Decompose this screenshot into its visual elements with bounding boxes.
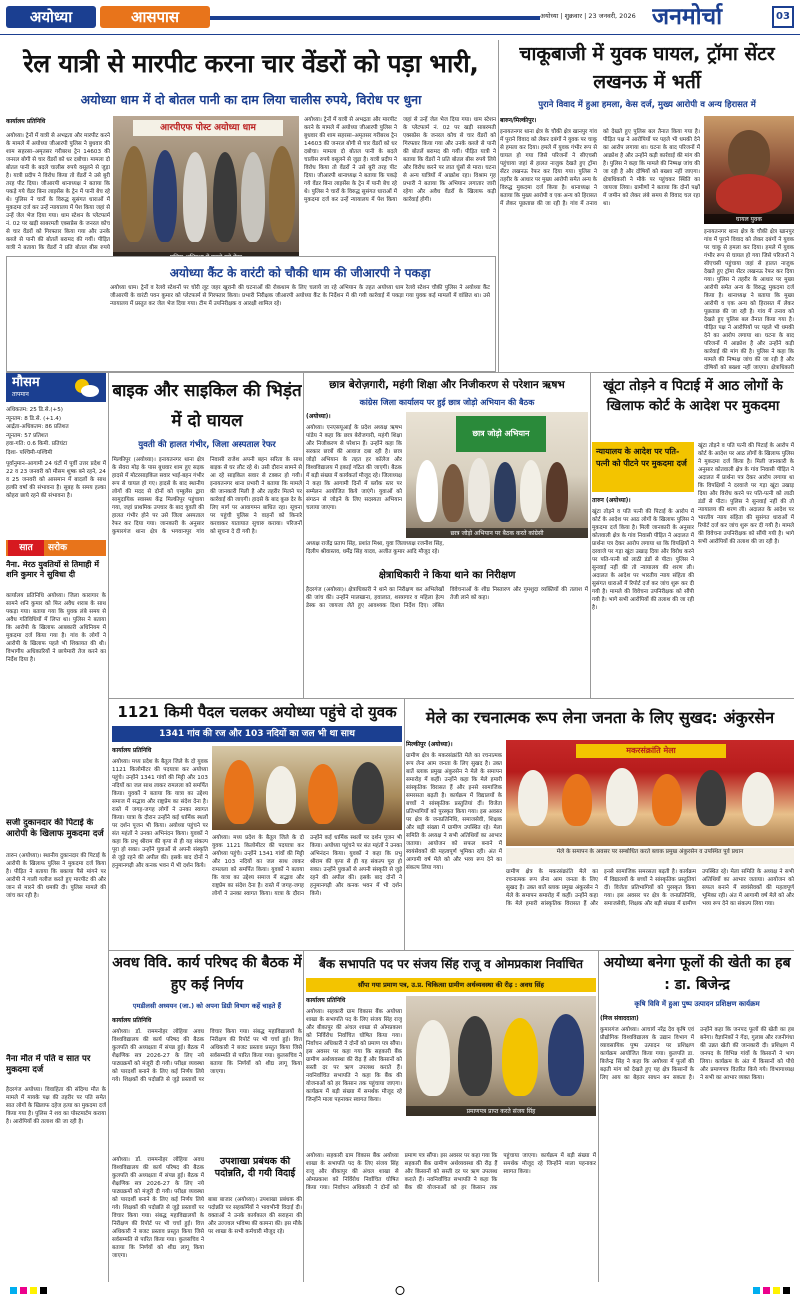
a4-photo-caption: छात्र जोड़ो अभियान पर बैठक करते कांग्रेसी — [406, 528, 588, 538]
weather-wind-speed: हवा-गति: 0.6 किमी. प्रतिघंटा — [6, 441, 68, 447]
a2-subheadline: पुराने विवाद में हुआ हमला, केस दर्ज, मुख्य आरोपी व अन्य हिरासत में — [538, 100, 756, 110]
a1-headline: रेल यात्री से मारपीट करना चार वेंडरों को पड़ा भारी, — [23, 49, 479, 78]
a7-headline: मेले का रचनात्मक रूप लेना जनता के लिए सुखद: अंकुरसेन — [425, 708, 775, 727]
a4-photo — [406, 412, 588, 538]
sidebar-label-1: सात — [8, 540, 44, 556]
masthead-subsection-tab: आसपास — [100, 6, 210, 28]
a1-box-title: अयोध्या कैंट के वारंटी को चौकी धाम की जीआरपी ने पकड़ा — [169, 266, 431, 280]
weather-humidity-min: न्यूनतम: 57 प्रतिशत — [6, 432, 48, 439]
registration-strip — [0, 1282, 800, 1295]
a2-headline: चाकूबाजी में युवक घायल, ट्रॉमा सेंटर लखनऊ में भर्ती — [519, 43, 775, 93]
a4-byline: (अयोध्या)। — [306, 413, 331, 420]
a9-subheadline: सौंपा गया प्रमाण पत्र, उ.प्र. चिकित्सा ग्रामीण अर्थव्यवस्था की रीढ़ : अवध सिंह — [306, 978, 596, 992]
a4-attendees: अध्यक्ष राजेंद्र प्रताप सिंह, प्रशांत मिश्रा, युवा जिलाध्यक्ष रजनीश सिंह, दिलीप श्रीवास्तव, धर्मेंद्र सिंह यादव, अजीत कुमार आदि मौजूद रहे। — [306, 541, 444, 555]
a6-byline: कार्यालय प्रतिनिधि — [112, 747, 152, 754]
a9-photo-caption: प्रमाणपत्र प्राप्त करते संजय सिंह — [406, 1106, 596, 1116]
a1-photo — [113, 116, 299, 262]
a6-body-right: अयोध्या। मध्य प्रदेश के बैतूल जिले के दो युवक 1121 किलोमीटर की पदयात्रा कर अयोध्या पहुंचे। उन्होंने 1341 गांवों की मिट्टी और 103 नदियों का जल साथ लाकर रामलला को समर्पित किया। युवकों ने बताया कि यात्रा का उद्देश्य समाज में सद्भाव और राष्ट्रप्रेम का संदेश देना है। रास्ते में जगह-जगह लोगों ने उनका स्वागत किया। यात्रा के दौरान उन्होंने कई धार्मिक स्थलों पर दर्शन पूजन भी किया। अयोध्या पहुंचने पर संत महंतों ने उनका अभिनंदन किया। युवकों ने कहा कि प्रभु श्रीराम की कृपा से ही यह संकल्प पूरा हो सका। उन्होंने युवाओं से अपनी संस्कृति से जुड़े रहने की अपील की। इसके बाद दोनों ने हनुमानगढ़ी और कनक भवन में भी दर्शन किये। — [212, 835, 402, 897]
a2-photo-caption: घायल युवक — [704, 214, 794, 224]
a5-body-left: खूंटा तोड़ने व पति पत्नी की पिटाई के आरोप में कोर्ट के आदेश पर आठ लोगों के खिलाफ पुलिस ने मुकदमा दर्ज किया है। मिली जानकारी के अनुसार कोतवाली क्षेत्र के गांव निवासी पीड़ित ने अदालत में प्रार्थना पत्र देकर आरोप लगाया था कि विपक्षियों ने दरवाजे पर गड़ा खूंटा उखाड़ दिया और विरोध करने पर पति-पत्नी को लाठी डंडों से पीटा। पुलिस ने सुनवाई नहीं की तो न्यायालय की शरण ली। अदालत के आदेश पर भारतीय न्याय संहिता की सुसंगत धाराओं में रिपोर्ट दर्ज कर जांच शुरू कर दी गयी है। मामले की विवेचना उपनिरीक्षक को सौंपी गयी है। भागे सभी आरोपियों की तलाश की जा रही है। — [592, 509, 694, 611]
sidebar-b1: कार्यालय प्रतिनिधि अयोध्या। जिला कारागार के सामने शनि कुमार को फिर अवैध शराब के साथ पकड़ा गया। बताया गया कि युवक लंबे समय से अवैध गतिविधियों में लिप्त था। पुलिस ने बताया कि आरोपी के खिलाफ आबकारी अधिनियम में मुकदमा दर्ज किया गया है। गांव के लोगों ने आरोपी के खिलाफ पहले भी शिकायत की थी। विभागीय अधिकारियों ने छापेमारी तेज करने का निर्देश दिया है। — [6, 593, 106, 663]
masthead-dateline: अयोध्या | शुक्रवार | 23 जनवरी, 2026 — [540, 12, 636, 20]
a2-body-right: इनायतनगर थाना क्षेत्र के चौकी क्षेत्र खानपुर गांव में पुराने विवाद को लेकर दबंगों ने युवक पर चाकू से हमला कर दिया। हमले में युवक गंभीर रूप से घायल हो गया जिसे परिजनों ने सीएचसी पहुंचाया जहां से हालत नाजुक देखते हुए ट्रॉमा सेंटर लखनऊ रेफर कर दिया गया। पुलिस ने तहरीर के आधार पर मुख्य आरोपी समेत अन्य के विरुद्ध मुकदमा दर्ज किया है। थानाध्यक्ष ने बताया कि मुख्य आरोपी व एक अन्य को हिरासत में लेकर पूछताछ की जा रही है। गांव में तनाव को देखते हुए पुलिस बल तैनात किया गया है। पीड़ित पक्ष ने आरोपियों पर पहले भी धमकी देने का आरोप लगाया था। घटना के बाद परिजनों में आक्रोश है और उन्होंने कड़ी कार्रवाई की मांग की है। पुलिस ने कहा कि मामले की निष्पक्ष जांच की जा रही है और दोषियों को बख्शा नहीं जाएगा। क्षेत्राधिकारी — [704, 229, 794, 371]
weather-sublabel: तापमान — [12, 391, 29, 398]
a9-headline: बैंक सभापति पद पर संजय सिंह राजू व ओमप्रकाश निर्वाचित — [318, 957, 584, 971]
a4-headline: छात्र बेरोज़गारी, महंगी शिक्षा और निजीकरण से परेशान ऋषभ — [329, 379, 565, 391]
weather-wind-direction: दिशा- पश्चिमी-पश्चिमी — [6, 449, 53, 456]
sidebar-h2: सजी दुकानदार की पिटाई के आरोपी के खिलाफ मुकदमा दर्ज — [6, 818, 104, 839]
weather-max: अधिकतम: 25 डि.से.(+5) — [6, 407, 63, 413]
a5-body-right: खूंटा तोड़ने व पति पत्नी की पिटाई के आरोप में कोर्ट के आदेश पर आठ लोगों के खिलाफ पुलिस ने मुकदमा दर्ज किया है। मिली जानकारी के अनुसार कोतवाली क्षेत्र के गांव निवासी पीड़ित ने अदालत में प्रार्थना पत्र देकर आरोप लगाया था कि विपक्षियों ने दरवाजे पर गड़ा खूंटा उखाड़ दिया और विरोध करने पर पति-पत्नी को लाठी डंडों से पीटा। पुलिस ने सुनवाई नहीं की तो न्यायालय की शरण ली। अदालत के आदेश पर भारतीय न्याय संहिता की सुसंगत धाराओं में रिपोर्ट दर्ज कर जांच शुरू कर दी गयी है। मामले की विवेचना उपनिरीक्षक को सौंपी गयी है। भागे सभी आरोपियों की तलाश की जा रही है। — [698, 443, 794, 545]
a5-byline: तारुन (अयोध्या)। — [592, 497, 631, 504]
a4-body: अयोध्या। एनएसयूआई के प्रदेश अध्यक्ष ऋषभ पांडेय ने कहा कि छात्र बेरोजगारी, महंगी शिक्षा और निजीकरण से परेशान हैं। उन्होंने कहा कि सरकार छात्रों की आवाज दबा रही है। छात्र जोड़ो अभियान के तहत हर कॉलेज और विश्वविद्यालय में इकाई गठित की जाएगी। बैठक में बड़ी संख्या में कार्यकर्ता मौजूद रहे। जिलाध्यक्ष ने कहा कि आगामी दिनों में ब्लॉक स्तर पर सम्मेलन आयोजित किये जाएंगे। युवाओं को संगठन से जोड़ने के लिए सदस्यता अभियान चलाया जाएगा। — [306, 425, 402, 511]
a8-headline: अवध विवि. कार्य परिषद की बैठक में हुए कई निर्णय — [112, 955, 302, 993]
a6-headline: 1121 किमी पैदल चलकर अयोध्या पहुंचे दो युवक — [117, 703, 397, 721]
a4-photo-banner: छात्र जोड़ो अभियान — [456, 416, 546, 452]
a1-body-right: अयोध्या। ट्रेनों में यात्री से अभद्रता और मारपीट करने के मामले में अयोध्या जीआरपी पुलिस ने बुधवार की शाम सहरसा–अमृतसर गरीबरथ ट्रेन 14603 की जनरल बोगी से चार वेंडरों को धर दबोचा। मामला दो बोतल पानी के बदले चालीस रुपये वसूलने से जुड़ा है। यात्री प्रदीप ने विरोध किया तो वेंडरों ने उसे बुरी तरह पीट दिया। जीआरपी थानाध्यक्ष ने बताया कि पकड़े गये वेंडर बिना लाइसेंस के ट्रेन में पानी बेच रहे थे। पुलिस ने चारों के विरुद्ध सुसंगत धाराओं में मुकदमा दर्ज कर उन्हें न्यायालय में पेश किया जहां से उन्हें जेल भेज दिया गया। धाम स्टेशन के प्लेटफार्म नं. 02 पर खड़ी साबरमती एक्सप्रेस के जनरल कोच से चार वेंडरों को गिरफ्तार किया गया और उनके कब्जे से पानी की बोतलें बरामद की गयीं। पीड़ित यात्री ने बताया कि वेंडरों ने प्रति बोतल बीस रुपये लिये और विरोध करने पर लात घूंसों से मारा। घटना से अन्य यात्रियों में आक्रोश रहा। विश्राम गृह प्रभारी ने बताया कि अभियान लगातार जारी रहेगा और अवैध वेंडरों के खिलाफ कड़ी कार्रवाई होगी। — [304, 117, 496, 203]
masthead-section-tab: अयोध्या — [6, 6, 96, 28]
a8-body-2: बाबा बाजार (अयोध्या)। उपशाखा प्रबंधक की पदोन्नति पर सहकर्मियों ने भावभीनी विदाई दी। वक्ताओं ने उनके कार्यकाल की सराहना की और उज्ज्वल भविष्य की कामना की। इस मौके पर शाखा के सभी कर्मचारी मौजूद रहे। — [208, 1197, 302, 1235]
a6-photo — [212, 746, 402, 830]
weather-icon — [72, 376, 100, 398]
masthead-page-number: 03 — [772, 6, 794, 28]
a7-photo — [506, 740, 794, 846]
a5-headline: खूंटा तोड़ने व पिटाई में आठ लोगों के खिलाफ कोर्ट के आदेश पर मुकदमा — [603, 378, 783, 414]
a7-byline: मिल्कीपुर (अयोध्या)। — [406, 741, 453, 748]
a1-byline: कार्यालय प्रतिनिधि — [6, 118, 46, 125]
a10-body: कुमारगंज अयोध्या। आचार्य नरेंद्र देव कृषि एवं प्रौद्योगिक विश्वविद्यालय के उद्यान विभाग में व्यावसायिक पुष्प उत्पादन पर प्रशिक्षण कार्यक्रम आयोजित किया गया। कुलपति डा. बिजेन्द्र सिंह ने कहा कि अयोध्या में फूलों की बढ़ती मांग को देखते हुए यह क्षेत्र किसानों के लिए आय का बेहतर साधन बन सकता है। उन्होंने कहा कि जनपद फूलों की खेती का हब बनेगा। वैज्ञानिकों ने गेंदा, गुलाब और रजनीगंधा की उन्नत खेती की जानकारी दी। प्रशिक्षण में जनपद के विभिन्न गांवों के किसानों ने भाग लिया। कार्यक्रम के अंत में किसानों को पौधे और प्रमाणपत्र वितरित किये गये। विभागाध्यक्ष ने सभी का आभार व्यक्त किया। — [600, 1027, 794, 1081]
a10-byline: (निज संवाददाता) — [600, 1015, 639, 1022]
weather-humidity-max: आर्द्रता-अधिकतम: 86 प्रतिशत — [6, 424, 69, 430]
a4-subheadline-2: क्षेत्राधिकारी ने किया थाने का निरीक्षण — [378, 570, 516, 581]
a10-headline: अयोध्या बनेगा फूलों की खेती का हब : डा. बिजेन्द्र — [603, 955, 791, 993]
a2-byline: बारुन/मिल्कीपुर। — [500, 117, 537, 124]
a8-body-left-2: अयोध्या। डॉ. राममनोहर लोहिया अवध विश्वविद्यालय की कार्य परिषद की बैठक कुलपति की अध्यक्षता में संपन्न हुई। बैठक में शैक्षणिक सत्र 2026-27 के लिए नये पाठ्यक्रमों को मंजूरी दी गयी। परीक्षा व्यवस्था को पारदर्शी बनाने के लिए कई निर्णय लिये गये। शिक्षकों की पदोन्नति से जुड़े प्रस्तावों पर विचार किया गया। संबद्ध महाविद्यालयों के निरीक्षण की रिपोर्ट पर भी चर्चा हुई। वित्त अधिकारी ने बजट प्रस्ताव प्रस्तुत किया जिसे सर्वसम्मति से पारित किया गया। कुलसचिव ने बताया कि निर्णयों को शीघ्र लागू किया जाएगा। — [112, 1157, 204, 1259]
a1-body-left: अयोध्या। ट्रेनों में यात्री से अभद्रता और मारपीट करने के मामले में अयोध्या जीआरपी पुलिस ने बुधवार की शाम सहरसा–अमृतसर गरीबरथ ट्रेन 14603 की जनरल बोगी से चार वेंडरों को धर दबोचा। मामला दो बोतल पानी के बदले चालीस रुपये वसूलने से जुड़ा है। यात्री प्रदीप ने विरोध किया तो वेंडरों ने उसे बुरी तरह पीट दिया। जीआरपी थानाध्यक्ष ने बताया कि पकड़े गये वेंडर बिना लाइसेंस के ट्रेन में पानी बेच रहे थे। पुलिस ने चारों के विरुद्ध सुसंगत धाराओं में मुकदमा दर्ज कर उन्हें न्यायालय में पेश किया जहां से उन्हें जेल भेज दिया गया। धाम स्टेशन के प्लेटफार्म नं. 02 पर खड़ी साबरमती एक्सप्रेस के जनरल कोच से चार वेंडरों को गिरफ्तार किया गया और उनके कब्जे से पानी की बोतलें बरामद की गयीं। पीड़ित यात्री ने बताया कि वेंडरों ने प्रति बोतल बीस रुपये — [6, 133, 110, 251]
a9-photo — [406, 996, 596, 1116]
a2-photo — [704, 116, 794, 224]
a8-subheadline: एमडीलसी अध्ययन (जा.) को अपना डिग्री विभाग कहें चाहते हैं — [132, 1002, 282, 1010]
a5-callout: न्यायालय के आदेश पर पति-पत्नी को पीटने पर मुकदमा दर्ज — [592, 442, 694, 492]
a10-subheadline: कृषि विवि में हुआ पुष्प उत्पादन प्रशिक्षण कार्यक्रम — [634, 1000, 760, 1008]
a1-box-body: अयोध्या धाम। ट्रेनों व रेलवे स्टेशनों पर चोरी लूट जहर खुरानी की घटनाओं की रोकथाम के लिए चलाये जा रहे अभियान के तहत अयोध्या धाम रेलवे स्टेशन चौकी पुलिस ने अयोध्या कैंट जीआरपी के वारंटी पवन कुमार को प्लेटफार्म से गिरफ्तार किया। प्रभारी निरीक्षक जीआरपी अयोध्या कैंट के निर्देशन में की गयी कार्रवाई में पकड़ा गया युवक कई मामलों में वांछित था। उसे न्यायालय में प्रस्तुत कर जेल भेज दिया गया। टीम में उपनिरीक्षक व आरक्षी शामिल रहे। — [110, 285, 490, 307]
a4-body-2: हैदरगंज (अयोध्या)। क्षेत्राधिकारी ने थाने का निरीक्षण कर अभिलेखों की जांच की। उन्होंने मालखाना, हवालात, शस्त्रागार व महिला हेल्प डेस्क का जायजा लेते हुए आवश्यक दिशा निर्देश दिए। लंबित विवेचनाओं के शीघ्र निस्तारण और गुमशुदा व्यक्तियों की तलाश में तेजी लाने को कहा। — [306, 587, 588, 609]
a8-subheadline-2: उपशाखा प्रबंधक की पदोन्नति, दी गयी विदाई — [214, 1156, 296, 1179]
a7-body-left: ग्रामीण क्षेत्र के मकरसंक्रांति मेले का रचनात्मक रूप लेना आम जनता के लिए सुखद है। उक्त बातें ब्लाक प्रमुख अंकुरसेन ने मेले के समापन समारोह में कहीं। उन्होंने कहा कि मेले हमारी सांस्कृतिक विरासत हैं और इनसे सामाजिक समरसता बढ़ती है। कार्यक्रम में विद्यालयों के बच्चों ने सांस्कृतिक प्रस्तुतियां दीं। विजेता प्रतिभागियों को पुरस्कृत किया गया। इस अवसर पर क्षेत्र के जनप्रतिनिधि, समाजसेवी, शिक्षक और बड़ी संख्या में ग्रामीण उपस्थित रहे। मेला समिति के अध्यक्ष ने सभी अतिथियों का आभार जताया। आयोजन को सफल बनाने में स्वयंसेवकों की महत्वपूर्ण भूमिका रही। अंत में आगामी वर्ष मेले को और भव्य रूप देने का संकल्प लिया गया। — [406, 753, 502, 871]
sidebar-label-2: सरोक — [48, 543, 68, 553]
a9-body-right: अयोध्या। सहकारी ग्राम विकास बैंक अयोध्या शाखा के सभापति पद के लिए संजय सिंह राजू और बीकापुर की अंचल शाखा से ओमप्रकाश को निर्विरोध निर्वाचित घोषित किया गया। निर्वाचन अधिकारी ने दोनों को प्रमाण पत्र सौंपा। इस अवसर पर कहा गया कि सहकारी बैंक ग्रामीण अर्थव्यवस्था की रीढ़ हैं और किसानों को सस्ती दर पर ऋण उपलब्ध कराते हैं। नवनिर्वाचित सभापति ने कहा कि बैंक की योजनाओं को हर किसान तक पहुंचाया जाएगा। कार्यक्रम में बड़ी संख्या में समर्थक मौजूद रहे जिन्होंने माला पहनाकर स्वागत किया। — [306, 1153, 596, 1191]
sidebar-h3: नैना मौत में पति व सात पर मुकदमा दर्ज — [6, 1054, 91, 1075]
a6-body-left: अयोध्या। मध्य प्रदेश के बैतूल जिले के दो युवक 1121 किलोमीटर की पदयात्रा कर अयोध्या पहुंचे। उन्होंने 1341 गांवों की मिट्टी और 103 नदियों का जल साथ लाकर रामलला को समर्पित किया। युवकों ने बताया कि यात्रा का उद्देश्य समाज में सद्भाव और राष्ट्रप्रेम का संदेश देना है। रास्ते में जगह-जगह लोगों ने उनका स्वागत किया। यात्रा के दौरान उन्होंने कई धार्मिक स्थलों पर दर्शन पूजन भी किया। अयोध्या पहुंचने पर संत महंतों ने उनका अभिनंदन किया। युवकों ने कहा कि प्रभु श्रीराम की कृपा से ही यह संकल्प पूरा हो सका। उन्होंने युवाओं से अपनी संस्कृति से जुड़े रहने की अपील की। इसके बाद दोनों ने हनुमानगढ़ी और कनक भवन में भी दर्शन किये। — [112, 759, 208, 869]
a3-subheadline: युवती की हालत गंभीर, जिला अस्पताल रेफर — [138, 440, 276, 450]
masthead-brand: जनमोर्चा — [652, 4, 723, 30]
weather-rows — [6, 406, 106, 458]
masthead-bar — [210, 16, 540, 20]
a7-photo-banner: मकरसंक्रांति मेला — [576, 744, 726, 758]
a1-photo-banner: आरपीएफ पोस्ट अयोध्या धाम — [133, 120, 283, 136]
a9-body-left: अयोध्या। सहकारी ग्राम विकास बैंक अयोध्या शाखा के सभापति पद के लिए संजय सिंह राजू और बीकापुर की अंचल शाखा से ओमप्रकाश को निर्विरोध निर्वाचित घोषित किया गया। निर्वाचन अधिकारी ने दोनों को प्रमाण पत्र सौंपा। इस अवसर पर कहा गया कि सहकारी बैंक ग्रामीण अर्थव्यवस्था की रीढ़ हैं और किसानों को सस्ती दर पर ऋण उपलब्ध कराते हैं। नवनिर्वाचित सभापति ने कहा कि बैंक की योजनाओं को हर किसान तक पहुंचाया जाएगा। कार्यक्रम में बड़ी संख्या में समर्थक मौजूद रहे जिन्होंने माला पहनाकर स्वागत किया। — [306, 1009, 402, 1103]
weather-min: न्यूनतम: 8 डि.से. (+1.4) — [6, 415, 62, 422]
a1-subheadline: अयोध्या धाम में दो बोतल पानी का दाम लिया चालीस रुपये, विरोध पर धुना — [80, 92, 422, 107]
sidebar-b3: हैदरगंज अयोध्या। विवाहिता की संदिग्ध मौत के मामले में मायके पक्ष की तहरीर पर पति समेत सात लोगों के खिलाफ दहेज हत्या का मुकदमा दर्ज किया गया है। पुलिस ने शव का पोस्टमार्टम कराया है। आरोपियों की तलाश की जा रही है। — [6, 1087, 106, 1125]
sidebar-b2: तारुन (अयोध्या)। स्थानीय दुकानदार की पिटाई के आरोपी के खिलाफ पुलिस ने मुकदमा दर्ज किया है। पीड़ित ने बताया कि बकाया पैसे मांगने पर आरोपी ने गाली गलौज करते हुए मारपीट की और जान से मारने की धमकी दी। पुलिस मामले की जांच कर रही है। — [6, 853, 106, 899]
a8-byline: कार्यालय प्रतिनिधि — [112, 1017, 152, 1024]
weather-label: मौसम — [12, 375, 40, 390]
a2-body-left: इनायतनगर थाना क्षेत्र के चौकी क्षेत्र खानपुर गांव में पुराने विवाद को लेकर दबंगों ने युवक पर चाकू से हमला कर दिया। हमले में युवक गंभीर रूप से घायल हो गया जिसे परिजनों ने सीएचसी पहुंचाया जहां से हालत नाजुक देखते हुए ट्रॉमा सेंटर लखनऊ रेफर कर दिया गया। पुलिस ने तहरीर के आधार पर मुख्य आरोपी समेत अन्य के विरुद्ध मुकदमा दर्ज किया है। थानाध्यक्ष ने बताया कि मुख्य आरोपी व एक अन्य को हिरासत में लेकर पूछताछ की जा रही है। गांव में तनाव को देखते हुए पुलिस बल तैनात किया गया है। पीड़ित पक्ष ने आरोपियों पर पहले भी धमकी देने का आरोप लगाया था। घटना के बाद परिजनों में आक्रोश है और उन्होंने कड़ी कार्रवाई की मांग की है। पुलिस ने कहा कि मामले की निष्पक्ष जांच की जा रही है और दोषियों को बख्शा नहीं जाएगा। क्षेत्राधिकारी ने मौके पर पहुंचकर स्थिति का जायजा लिया। ग्रामीणों ने बताया कि दोनों पक्षों में जमीन को लेकर लंबे समय से विवाद चल रहा था। — [500, 129, 700, 207]
a3-body: मिल्कीपुर (अयोध्या)। इनायतनगर थाना क्षेत्र के सेवरा मोड़ के पास बुधवार शाम हुए सड़क हादसे में मोटरसाइकिल सवार भाई-बहन गंभीर रूप से घायल हो गए। हादसे के बाद स्थानीय लोगों की मदद से दोनों को एम्बुलेंस द्वारा सामुदायिक स्वास्थ्य केंद्र मिल्कीपुर पहुंचाया गया, जहां प्राथमिक उपचार के बाद युवती की हालत गंभीर होने पर उसे जिला अस्पताल रेफर कर दिया गया। जानकारी के अनुसार कुमारगंज थाना क्षेत्र के भगवानपुर गांव निवासी राजेश अपनी बहन सरिता के साथ बाइक से घर लौट रहे थे। उसी दौरान सामने से आ रहे साइकिल सवार से टक्कर हो गयी। इनायतनगर थाना प्रभारी ने बताया कि मामले की जानकारी मिली है और तहरीर मिलने पर कार्रवाई की जाएगी। हादसे के बाद कुछ देर के लिए मार्ग पर आवागमन बाधित रहा। सूचना पर पहुंची पुलिस ने वाहनों को किनारे करवाकर यातायात सुचारु कराया। परिजनों को सूचना दे दी गयी है। — [112, 457, 302, 535]
a7-body-right: ग्रामीण क्षेत्र के मकरसंक्रांति मेले का रचनात्मक रूप लेना आम जनता के लिए सुखद है। उक्त बातें ब्लाक प्रमुख अंकुरसेन ने मेले के समापन समारोह में कहीं। उन्होंने कहा कि मेले हमारी सांस्कृतिक विरासत हैं और इनसे सामाजिक समरसता बढ़ती है। कार्यक्रम में विद्यालयों के बच्चों ने सांस्कृतिक प्रस्तुतियां दीं। विजेता प्रतिभागियों को पुरस्कृत किया गया। इस अवसर पर क्षेत्र के जनप्रतिनिधि, समाजसेवी, शिक्षक और बड़ी संख्या में ग्रामीण उपस्थित रहे। मेला समिति के अध्यक्ष ने सभी अतिथियों का आभार जताया। आयोजन को सफल बनाने में स्वयंसेवकों की महत्वपूर्ण भूमिका रही। अंत में आगामी वर्ष मेले को और भव्य रूप देने का संकल्प लिया गया। — [506, 869, 794, 907]
a6-subheadline: 1341 गांव की रज और 103 नदियों का जल भी था साथ — [112, 726, 402, 742]
a4-subheadline: कांग्रेस जिला कार्यालय पर हुई छात्र जोड़ो अभियान की बैठक — [359, 398, 535, 407]
sidebar-h1: नैना. मेरठ युवतियों से तिमाही में शनि कुमार ने सुविधा दी — [6, 560, 100, 579]
a8-body: अयोध्या। डॉ. राममनोहर लोहिया अवध विश्वविद्यालय की कार्य परिषद की बैठक कुलपति की अध्यक्षता में संपन्न हुई। बैठक में शैक्षणिक सत्र 2026-27 के लिए नये पाठ्यक्रमों को मंजूरी दी गयी। परीक्षा व्यवस्था को पारदर्शी बनाने के लिए कई निर्णय लिये गये। शिक्षकों की पदोन्नति से जुड़े प्रस्तावों पर विचार किया गया। संबद्ध महाविद्यालयों के निरीक्षण की रिपोर्ट पर भी चर्चा हुई। वित्त अधिकारी ने बजट प्रस्ताव प्रस्तुत किया जिसे सर्वसम्मति से पारित किया गया। कुलसचिव ने बताया कि निर्णयों को शीघ्र लागू किया जाएगा। — [112, 1029, 302, 1083]
a7-photo-caption: मेले के समापन के अवसर पर सम्बोधित करते ब्लाक प्रमुख अंकुरसेन व उपस्थित पूर्व प्रधान — [506, 848, 794, 864]
a3-headline: बाइक और साइकिल की भिड़ंत में दो घायल — [112, 381, 302, 431]
a9-byline: कार्यालय प्रतिनिधि — [306, 997, 346, 1004]
weather-forecast: पूर्वानुमान–आगामी 24 घंटों में पूर्वी उत्तर प्रदेश में 22 व 23 जनवरी को मौसम शुष्क बने रहने, 24 व 25 जनवरी को आसमान में बादलों के साथ हल्की वर्षा की संभावना है। सुबह के समय हल्का कोहरा छाये रहने की संभावना है। — [6, 461, 106, 499]
